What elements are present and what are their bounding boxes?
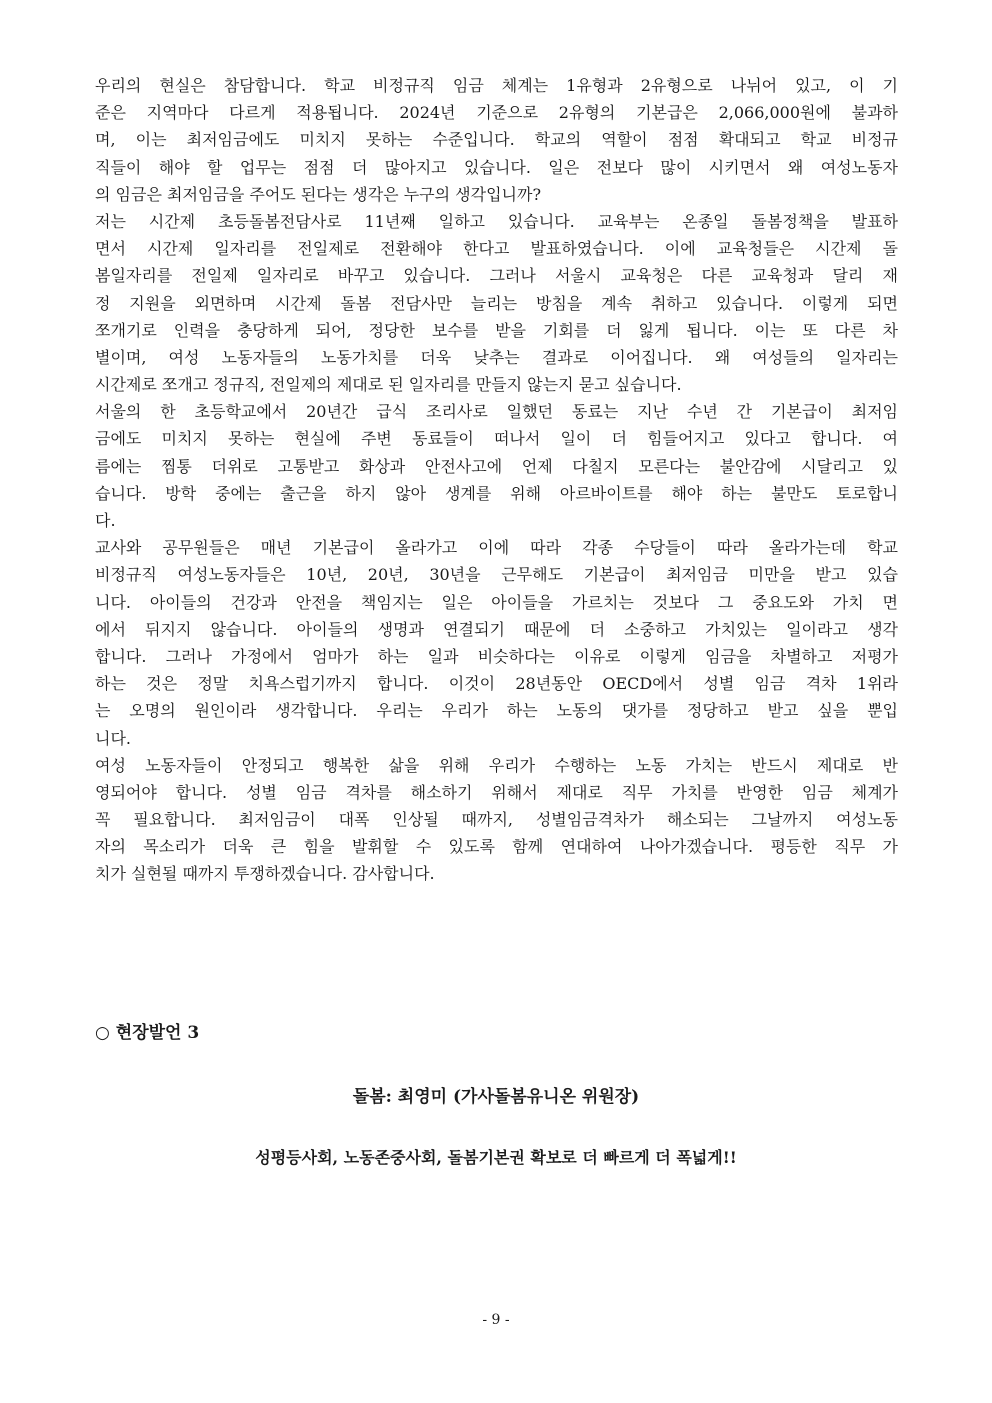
section-heading-text: 현장발언 3 [115, 1023, 200, 1043]
text-line: 쪼개기로 인력을 충당하게 되어, 정당한 보수를 받을 기회를 더 잃게 됩니다. 이는 또 다른 차 [95, 320, 898, 340]
text-line: 하는 것은 정말 치욕스럽기까지 합니다. 이것이 28년동안 OECD에서 성별 임금 격차 1위라 [95, 674, 898, 694]
text-line: 별이며, 여성 노동자들의 노동가치를 더욱 낮추는 결과로 이어집니다. 왜 여성들의 일자리는 [95, 347, 898, 367]
text-line: 의 임금은 최저임금을 주어도 된다는 생각은 누구의 생각입니까? [95, 184, 542, 204]
text-line: 며, 이는 최저임금에도 미치지 못하는 수준입니다. 학교의 역할이 점점 확대되고 학교 비정규 [95, 130, 898, 150]
text-line: 영되어야 합니다. 성별 임금 격차를 해소하기 위해서 제대로 직무 가치를 반영한 임금 체계가 [95, 782, 898, 802]
text-line: 비정규직 여성노동자들은 10년, 20년, 30년을 근무해도 기본급이 최저임금 미만을 받고 있습 [95, 565, 898, 585]
slogan-line: 성평등사회, 노동존중사회, 돌봄기본권 확보로 더 빠르게 더 폭넓게!! [255, 1148, 737, 1167]
text-line: 정 지원을 외면하며 시간제 돌봄 전담사만 늘리는 방침을 계속 취하고 있습니다. 이렇게 되면 [95, 293, 898, 313]
text-line: 는 오명의 원인이라 생각합니다. 우리는 우리가 하는 노동의 댓가를 정당하고 받고 싶을 뿐입 [95, 701, 898, 721]
speaker-line: 돌봄: 최영미 (가사돌봄유니온 위원장) [352, 1087, 640, 1107]
text-line: 치가 실현될 때까지 투쟁하겠습니다. 감사합니다. [95, 864, 435, 884]
text-line: 서울의 한 초등학교에서 20년간 급식 조리사로 일했던 동료는 지난 수년 간 기본급이 최저임 [95, 402, 898, 422]
text-line: 에서 뒤지지 않습니다. 아이들의 생명과 연결되기 때문에 더 소중하고 가치있는 일이라고 생각 [95, 619, 898, 639]
text-line: 여성 노동자들이 안정되고 행복한 삶을 위해 우리가 수행하는 노동 가치는 반드시 제대로 반 [95, 755, 898, 775]
text-line: 저는 시간제 초등돌봄전담사로 11년째 일하고 있습니다. 교육부는 온종일 돌봄정책을 발표하 [95, 211, 898, 231]
section-heading [95, 1018, 199, 1043]
speech-body [95, 72, 898, 888]
text-line: 습니다. 방학 중에는 출근을 하지 않아 생계를 위해 아르바이트를 해야 하는 불만도 토로합니 [95, 483, 898, 503]
text-line: 봄일자리를 전일제 일자리로 바꾸고 있습니다. 그러나 서울시 교육청은 다른 교육청과 달리 재 [95, 266, 898, 286]
text-line: 자의 목소리가 더욱 큰 힘을 발휘할 수 있도록 함께 연대하여 나아가겠습니다. 평등한 직무 가 [95, 837, 898, 857]
text-line: 우리의 현실은 참담합니다. 학교 비정규직 임금 체계는 1유형과 2유형으로 나뉘어 있고, 이 기 [95, 76, 898, 95]
text-line: 시간제로 쪼개고 정규직, 전일제의 제대로 된 일자리를 만들지 않는지 묻고 싶습니다. [95, 375, 682, 395]
text-line: 준은 지역마다 다르게 적용됩니다. 2024년 기준으로 2유형의 기본급은 2,066,000원에 불과하 [95, 103, 898, 123]
text-line: 름에는 찜통 더위로 고통받고 화상과 안전사고에 언제 다칠지 모른다는 불안감에 시달리고 있 [95, 456, 898, 476]
text-line: 다. [95, 511, 116, 530]
text-line: 교사와 공무원들은 매년 기본급이 올라가고 이에 따라 각종 수당들이 따라 올라가는데 학교 [95, 538, 898, 558]
circle-bullet-icon: ○ [95, 1023, 110, 1043]
text-line: 꼭 필요합니다. 최저임금이 대폭 인상될 때까지, 성별임금격차가 해소되는 그날까지 여성노동 [95, 810, 898, 830]
text-line: 금에도 미치지 못하는 현실에 주변 동료들이 떠나서 일이 더 힘들어지고 있다고 합니다. 여 [95, 429, 898, 449]
text-line: 직들이 해야 할 업무는 점점 더 많아지고 있습니다. 일은 전보다 많이 시키면서 왜 여성노동자 [95, 157, 898, 177]
text-line: 합니다. 그러나 가정에서 엄마가 하는 일과 비슷하다는 이유로 이렇게 임금을 차별하고 저평가 [95, 646, 898, 666]
text-line: 니다. [95, 728, 131, 748]
text-line: 니다. 아이들의 건강과 안전을 책임지는 일은 아이들을 가르치는 것보다 그 중요도와 가치 면 [95, 592, 898, 612]
page-number: - 9 - [482, 1312, 510, 1328]
text-line: 면서 시간제 일자리를 전일제로 전환해야 한다고 발표하였습니다. 이에 교육청들은 시간제 돌 [95, 239, 898, 259]
